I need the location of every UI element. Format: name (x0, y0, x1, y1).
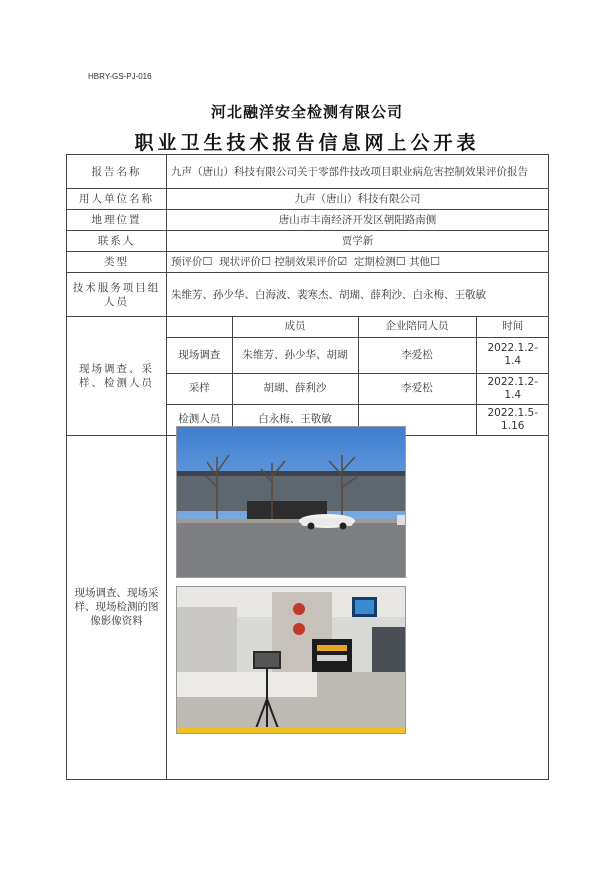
type-option-control-effect: 控制效果评价☑ (274, 255, 348, 268)
row-field-staff (67, 317, 549, 436)
role-survey: 现场调查 (167, 337, 232, 373)
location-value: 唐山市丰南经济开发区朝阳路南侧 (167, 210, 549, 231)
location-label: 地理位置 (67, 210, 167, 231)
field-staff-label: 现场调查、采样、检测人员 (67, 317, 167, 436)
companion-survey: 李爱松 (358, 337, 476, 373)
type-label: 类型 (67, 252, 167, 273)
row-report-name (67, 155, 549, 189)
members-testing: 白永梅、王敬敏 (232, 404, 358, 435)
role-sampling: 采样 (167, 373, 232, 404)
tech-team-label: 技术服务项目组人员 (67, 273, 167, 317)
type-options (167, 252, 549, 273)
document-code: HBRY-GS-PJ-016 (88, 72, 152, 81)
factory-exterior-photo (176, 426, 406, 578)
members-sampling: 胡瑚、薛利沙 (232, 373, 358, 404)
contact-label: 联系人 (67, 231, 167, 252)
tech-team-value: 朱维芳、孙少华、白海波、裴寒杰、胡瑚、薛利沙、白永梅、王敬敏 (167, 273, 549, 317)
report-name-label: 报告名称 (67, 155, 167, 189)
time-survey: 2022.1.2-1.4 (476, 337, 549, 373)
contact-value: 贾学新 (167, 231, 549, 252)
role-testing: 检测人员 (167, 404, 232, 435)
table-row (167, 373, 549, 404)
field-staff-cell (167, 317, 549, 436)
field-header-row (167, 317, 549, 337)
field-staff-table (167, 317, 549, 435)
row-tech-team (67, 273, 549, 317)
images-label: 现场调查、现场采样、现场检测的图像影像资料 (67, 435, 167, 779)
type-option-other: 其他☐ (409, 255, 440, 268)
companion-sampling: 李爱松 (358, 373, 476, 404)
time-testing: 2022.1.5-1.16 (476, 404, 549, 435)
row-type (67, 252, 549, 273)
members-survey: 朱维芳、孙少华、胡瑚 (232, 337, 358, 373)
table-row (167, 337, 549, 373)
employer-label: 用人单位名称 (67, 189, 167, 210)
col-time: 时间 (476, 317, 549, 337)
row-employer (67, 189, 549, 210)
page-title: 职业卫生技术报告信息网上公开表 (134, 132, 480, 154)
time-sampling: 2022.1.2-1.4 (476, 373, 549, 404)
type-option-pre: 预评价☐ (171, 255, 213, 268)
row-location (67, 210, 549, 231)
report-name-value: 九声（唐山）科技有限公司关于零部件技改项目职业病危害控制效果评价报告 (167, 155, 549, 189)
type-option-periodic: 定期检测☐ (353, 255, 406, 268)
employer-value: 九声（唐山）科技有限公司 (167, 189, 549, 210)
row-contact (67, 231, 549, 252)
col-companion: 企业陪同人员 (358, 317, 476, 337)
type-option-status: 现状评价☐ (219, 255, 271, 268)
company-name: 河北融洋安全检测有限公司 (210, 103, 403, 121)
lab-sampling-photo (176, 586, 406, 734)
col-members: 成员 (232, 317, 358, 337)
